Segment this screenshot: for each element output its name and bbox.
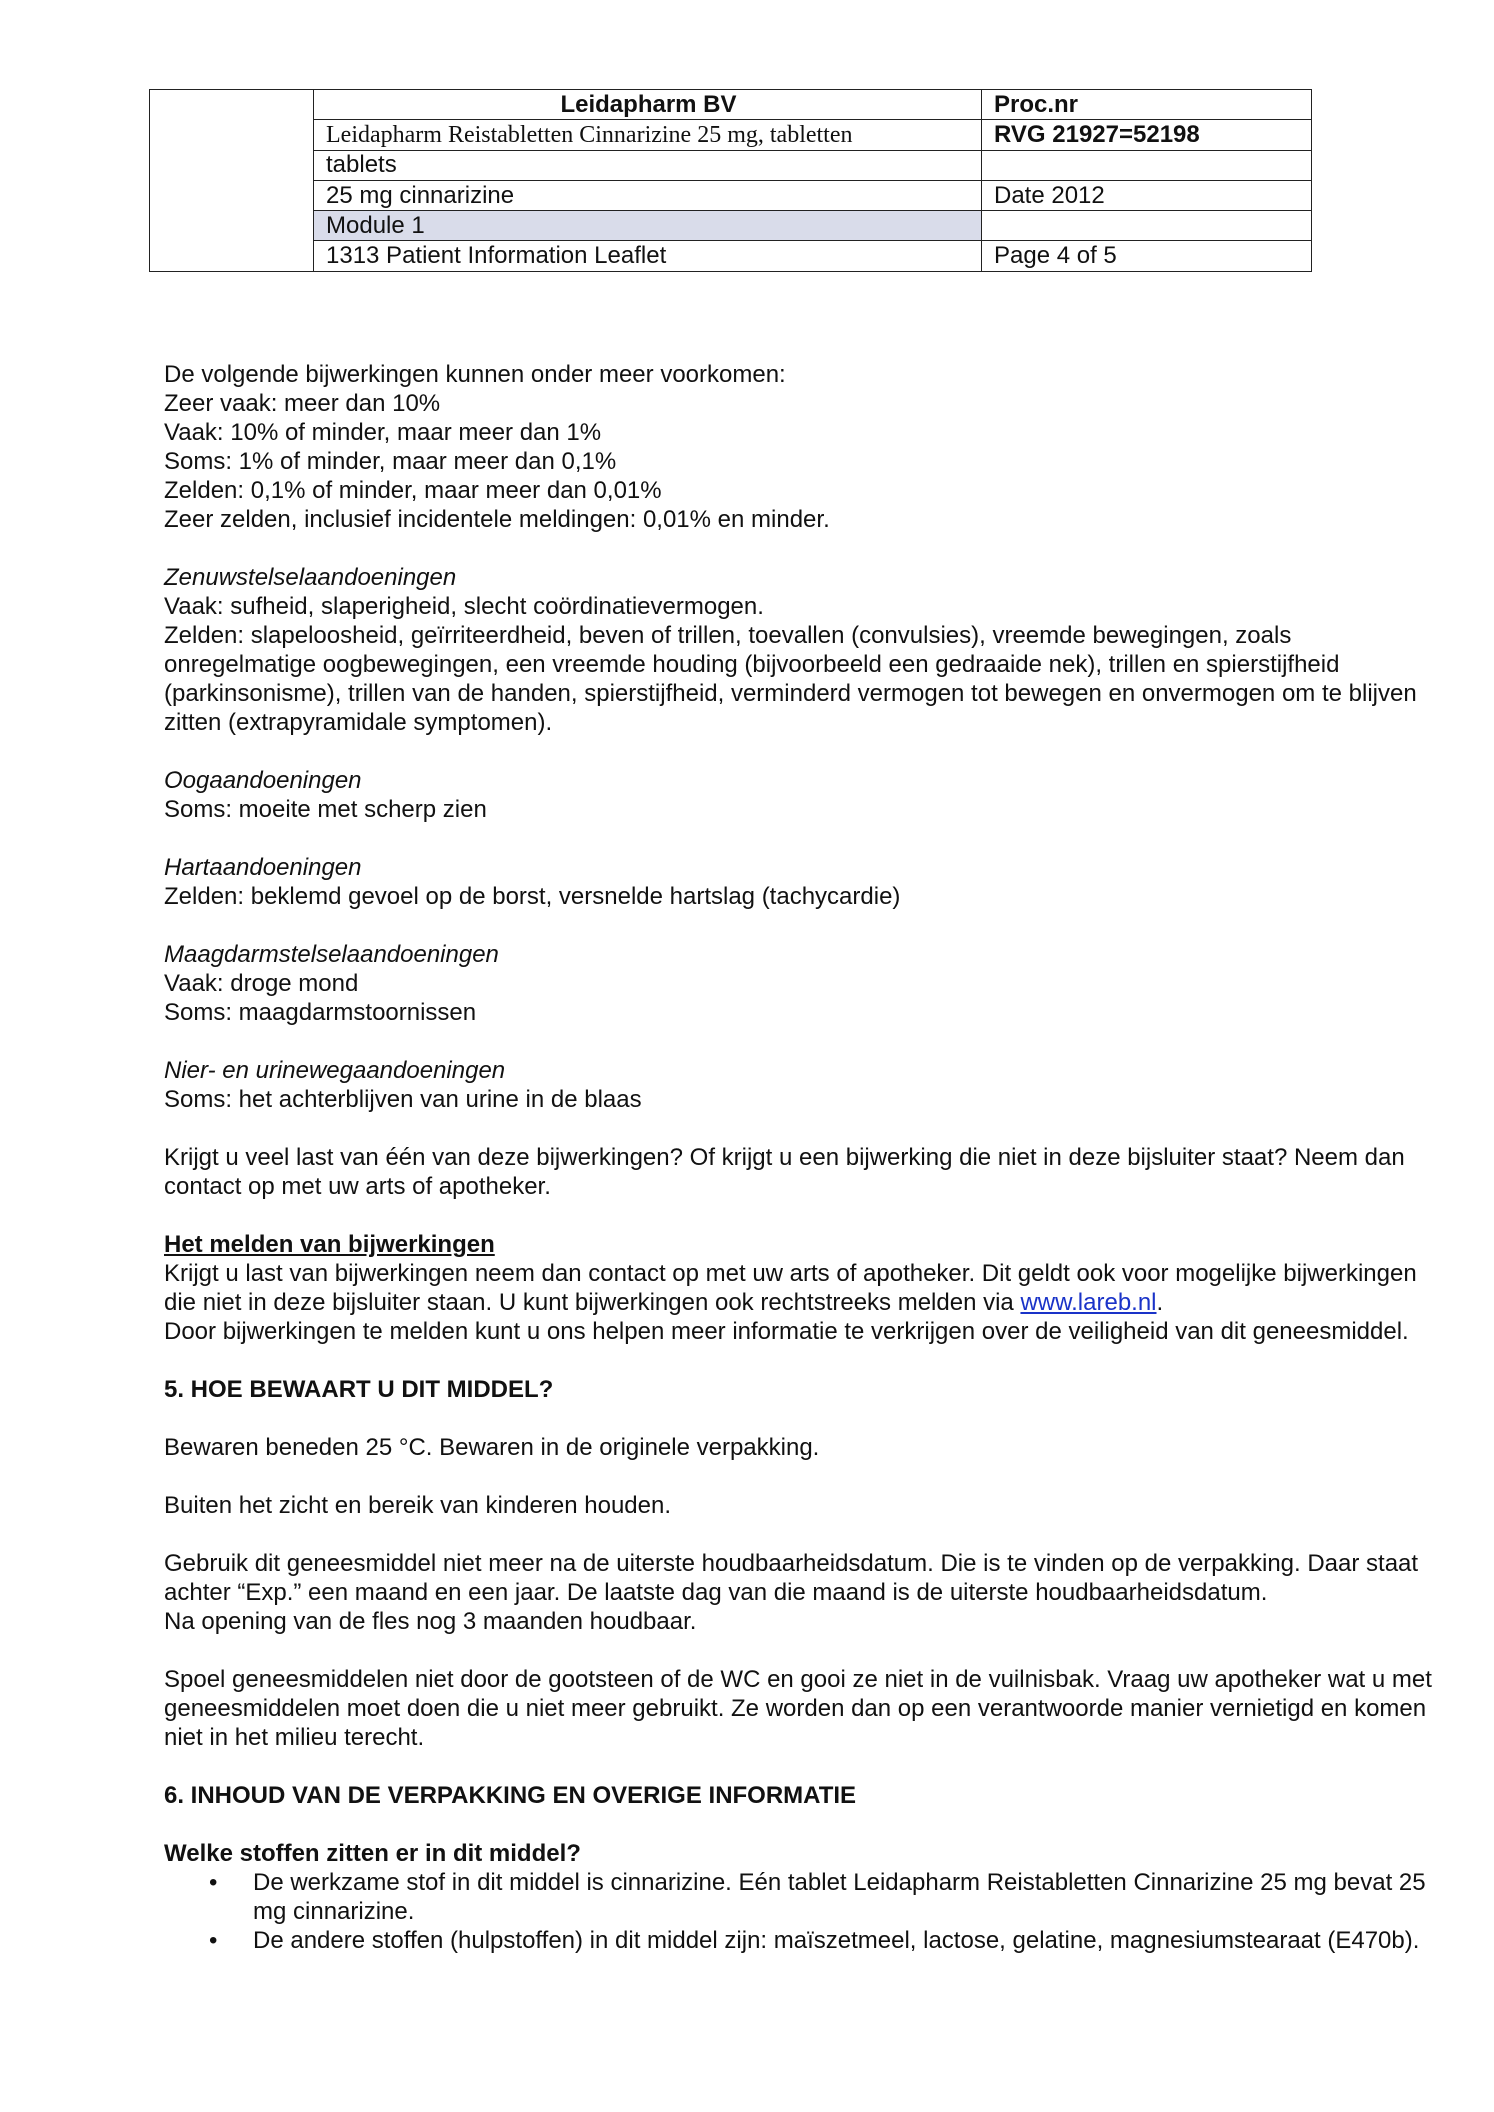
frequency-line: Soms: 1% of minder, maar meer dan 0,1% (164, 448, 617, 475)
company-name: Leidapharm BV (314, 90, 982, 120)
section-heart (164, 853, 1434, 911)
header-row (150, 150, 1312, 180)
section-eye (164, 766, 1434, 824)
header-row (150, 120, 1312, 150)
document-date: Date 2012 (982, 180, 1312, 210)
list-item (164, 1926, 1434, 1955)
header-row (150, 211, 1312, 241)
section-gastro (164, 940, 1434, 1027)
section-title: Maagdarmstelselaandoeningen (164, 941, 499, 968)
product-name: Leidapharm Reistabletten Cinnarizine 25 mg, tabletten (314, 120, 982, 150)
page-number: Page 4 of 5 (982, 241, 1312, 271)
reporting-text-2: Door bijwerkingen te melden kunt u ons helpen meer informatie te verkrijgen over de veiligheid van dit geneesmiddel. (164, 1318, 1409, 1345)
section-line: Soms: het achterblijven van urine in de blaas (164, 1086, 642, 1113)
section-title: Hartaandoeningen (164, 854, 362, 881)
header-row (150, 180, 1312, 210)
frequency-block (164, 360, 1434, 534)
list-item-text: De andere stoffen (hulpstoffen) in dit middel zijn: maïszetmeel, lactose, gelatine, magnesiumstearaat (E470b). (253, 1927, 1420, 1954)
lareb-link[interactable]: www.lareb.nl (1020, 1289, 1157, 1316)
frequency-intro: De volgende bijwerkingen kunnen onder meer voorkomen: (164, 361, 786, 388)
frequency-line: Zelden: 0,1% of minder, maar meer dan 0,01% (164, 477, 662, 504)
reporting-title: Het melden van bijwerkingen (164, 1231, 495, 1258)
bullet-icon: • (209, 1927, 218, 1954)
module-label: Module 1 (314, 211, 982, 241)
storage-paragraph: Buiten het zicht en bereik van kinderen houden. (164, 1492, 672, 1519)
contents-subtitle: Welke stoffen zitten er in dit middel? (164, 1840, 581, 1867)
frequency-line: Vaak: 10% of minder, maar meer dan 1% (164, 419, 602, 446)
frequency-line: Zeer zelden, inclusief incidentele meldingen: 0,01% en minder. (164, 506, 830, 533)
reporting-text-before: Krijgt u last van bijwerkingen neem dan contact op met uw arts of apotheker. Dit geldt ook voor mogelijke bijwerkingen die niet in deze bijsluiter staan. U kunt bijwerkingen ook rechtstreeks melden via (164, 1260, 1417, 1316)
list-item (164, 1868, 1434, 1926)
leaflet-body (164, 360, 1434, 1955)
storage-paragraph: Spoel geneesmiddelen niet door de gootsteen of de WC en gooi ze niet in de vuilnisbak. Vraag uw apotheker wat u met geneesmiddelen moet doen die u niet meer gebruikt. Ze worden dan op een verantwoorde manier vernietigd en komen niet in het milieu terecht. (164, 1666, 1432, 1751)
storage-title: 5. HOE BEWAART U DIT MIDDEL? (164, 1376, 554, 1403)
header-row (150, 241, 1312, 271)
ingredients-list (164, 1868, 1434, 1955)
empty-cell (982, 211, 1312, 241)
reporting-text (164, 1259, 1434, 1317)
section-kidney (164, 1056, 1434, 1114)
section-line: Soms: moeite met scherp zien (164, 796, 487, 823)
proc-label: Proc.nr (982, 90, 1312, 120)
section-line: Vaak: sufheid, slaperigheid, slecht coördinatievermogen. (164, 593, 764, 620)
header-logo-cell (150, 90, 314, 272)
section-line: Soms: maagdarmstoornissen (164, 999, 477, 1026)
section-title: Zenuwstelselaandoeningen (164, 564, 457, 591)
frequency-line: Zeer vaak: meer dan 10% (164, 390, 441, 417)
header-row (150, 90, 1312, 120)
leaflet-title: 1313 Patient Information Leaflet (314, 241, 982, 271)
contact-note: Krijgt u veel last van één van deze bijwerkingen? Of krijgt u een bijwerking die niet in deze bijsluiter staat? Neem dan contact op met uw arts of apotheker. (164, 1144, 1405, 1200)
list-item-text: De werkzame stof in dit middel is cinnarizine. Eén tablet Leidapharm Reistabletten Cinnarizine 25 mg bevat 25 mg cinnarizine. (253, 1869, 1426, 1925)
dosage-form: tablets (314, 150, 982, 180)
section-line: Zelden: slapeloosheid, geïrriteerdheid, beven of trillen, toevallen (convulsies), vreemde bewegingen, zoals onregelmatige oogbewegingen, een vreemde houding (bijvoorbeeld een gedraaide nek), trillen en spierstijfheid (parkinsonisme), trillen van de handen, spierstijfheid, verminderd vermogen tot bewegen en onvermogen om te blijven zitten (extrapyramidale symptomen). (164, 622, 1417, 736)
storage-paragraph: Bewaren beneden 25 °C. Bewaren in de originele verpakking. (164, 1434, 820, 1461)
contents-title: 6. INHOUD VAN DE VERPAKKING EN OVERIGE INFORMATIE (164, 1782, 857, 1809)
section-line: Zelden: beklemd gevoel op de borst, versnelde hartslag (tachycardie) (164, 883, 901, 910)
rvg-number: RVG 21927=52198 (982, 120, 1312, 150)
storage-block (164, 1375, 1434, 1752)
section-title: Nier- en urinewegaandoeningen (164, 1057, 506, 1084)
bullet-icon: • (209, 1869, 218, 1896)
reporting-text-after: . (1156, 1289, 1164, 1316)
storage-paragraph: Na opening van de fles nog 3 maanden houdbaar. (164, 1608, 697, 1635)
reporting-block (164, 1230, 1434, 1346)
strength: 25 mg cinnarizine (314, 180, 982, 210)
section-title: Oogaandoeningen (164, 767, 362, 794)
storage-paragraph: Gebruik dit geneesmiddel niet meer na de uiterste houdbaarheidsdatum. Die is te vinden op de verpakking. Daar staat achter “Exp.” een maand en een jaar. De laatste dag van die maand is de uiterste houdbaarheidsdatum. (164, 1550, 1419, 1606)
section-nervous-system (164, 563, 1434, 737)
empty-cell (982, 150, 1312, 180)
document-header-table (149, 89, 1312, 272)
section-line: Vaak: droge mond (164, 970, 359, 997)
contents-block (164, 1781, 1434, 1955)
